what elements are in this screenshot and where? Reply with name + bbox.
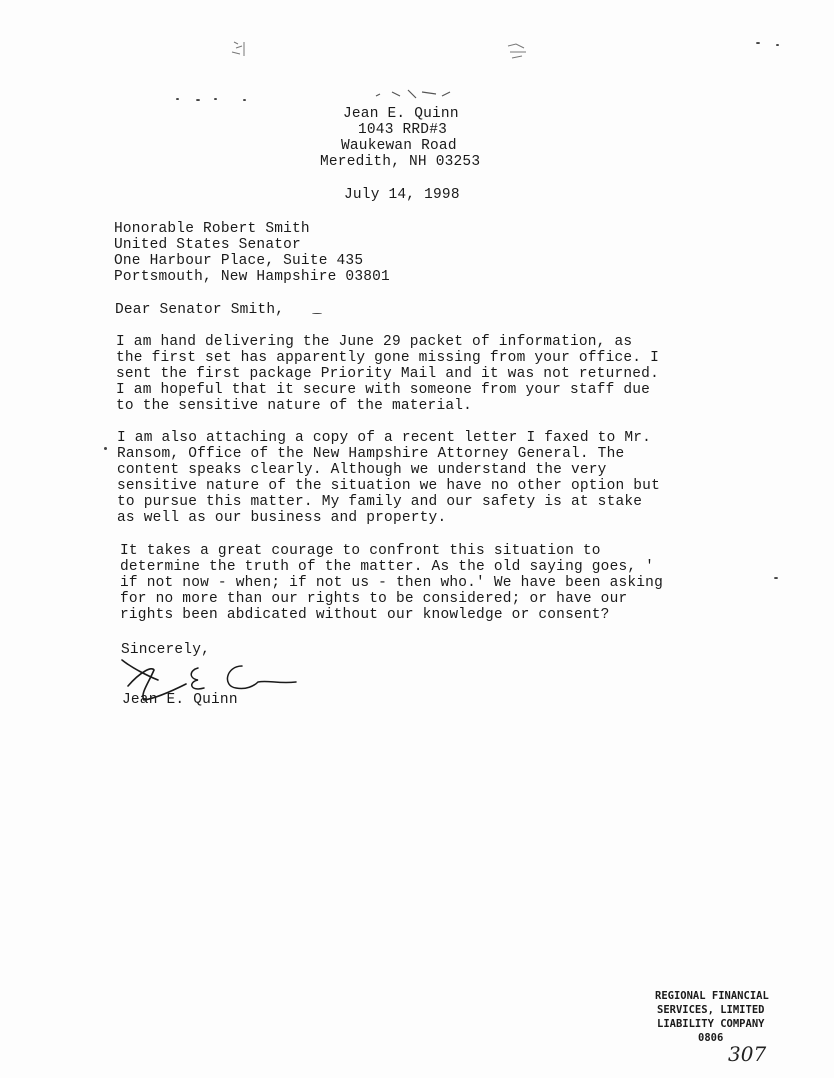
scan-speck bbox=[214, 98, 217, 100]
scan-artifact-icon bbox=[504, 40, 532, 62]
sender-name: Jean E. Quinn bbox=[343, 106, 459, 122]
sender-address-line-1: 1043 RRD#3 bbox=[358, 122, 448, 138]
recipient-street: One Harbour Place, Suite 435 bbox=[114, 253, 364, 269]
scan-speck bbox=[776, 44, 779, 46]
paragraph-line: for no more than our rights to be considered; or have our bbox=[120, 591, 628, 607]
paragraph-line: the first set has apparently gone missing from your office. I bbox=[116, 350, 659, 366]
scan-speck bbox=[312, 313, 322, 314]
handwritten-page-number: 307 bbox=[728, 1042, 767, 1066]
scan-artifact-icon bbox=[228, 38, 252, 62]
paragraph-line: as well as our business and property. bbox=[117, 510, 447, 526]
recipient-title: United States Senator bbox=[114, 237, 301, 253]
paragraph-line: content speaks clearly. Although we understand the very bbox=[117, 462, 607, 478]
paragraph-line: to the sensitive nature of the material. bbox=[116, 398, 473, 414]
signature-name: Jean E. Quinn bbox=[122, 692, 238, 708]
paragraph-line: Ransom, Office of the New Hampshire Attorney General. The bbox=[117, 446, 625, 462]
company-stamp-code: 0806 bbox=[698, 1032, 724, 1044]
sender-address-line-2: Waukewan Road bbox=[341, 138, 457, 154]
scan-speck bbox=[104, 447, 107, 450]
paragraph-line: I am also attaching a copy of a recent letter I faxed to Mr. bbox=[117, 430, 652, 446]
closing: Sincerely, bbox=[121, 642, 211, 658]
paragraph-line: I am hand delivering the June 29 packet of information, as bbox=[116, 334, 633, 350]
scan-speck bbox=[176, 98, 179, 100]
sender-city-state-zip: Meredith, NH 03253 bbox=[320, 154, 481, 170]
paragraph-line: rights been abdicated without our knowledge or consent? bbox=[120, 607, 610, 623]
scan-speck bbox=[774, 577, 778, 579]
paragraph-line: sent the first package Priority Mail and it was not returned. bbox=[116, 366, 659, 382]
paragraph-line: sensitive nature of the situation we have no other option but bbox=[117, 478, 660, 494]
company-stamp-line-1: REGIONAL FINANCIAL bbox=[655, 990, 769, 1002]
paragraph-line: I am hopeful that it secure with someone from your staff due bbox=[116, 382, 651, 398]
paragraph-line: if not now - when; if not us - then who.' We have been asking bbox=[120, 575, 663, 591]
recipient-city-state-zip: Portsmouth, New Hampshire 03801 bbox=[114, 269, 390, 285]
company-stamp-line-2: SERVICES, LIMITED bbox=[657, 1004, 765, 1016]
paragraph-line: to pursue this matter. My family and our safety is at stake bbox=[117, 494, 643, 510]
paragraph-line: It takes a great courage to confront this situation to bbox=[120, 543, 601, 559]
salutation: Dear Senator Smith, bbox=[115, 302, 285, 318]
company-stamp-line-3: LIABILITY COMPANY bbox=[657, 1018, 765, 1030]
scan-artifact-icon bbox=[370, 86, 466, 102]
letter-date: July 14, 1998 bbox=[344, 187, 460, 203]
recipient-name: Honorable Robert Smith bbox=[114, 221, 310, 237]
scan-speck bbox=[243, 99, 246, 101]
paragraph-line: determine the truth of the matter. As the old saying goes, ' bbox=[120, 559, 655, 575]
scan-speck bbox=[196, 99, 200, 101]
scan-speck bbox=[756, 42, 760, 44]
